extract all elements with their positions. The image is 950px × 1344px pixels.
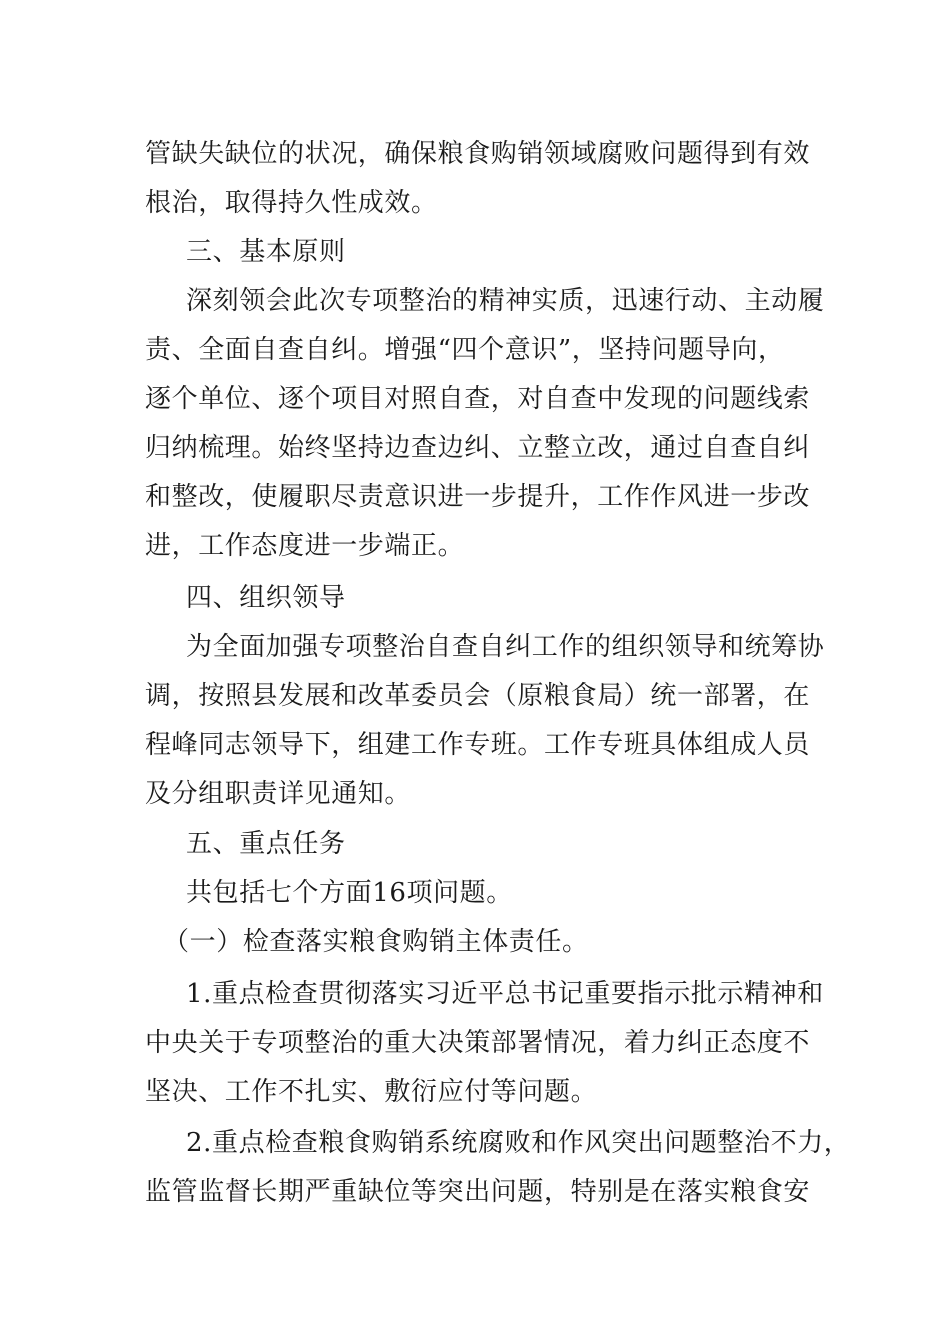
text-line: 中央关于专项整治的重大决策部署情况，着力纠正态度不	[145, 1028, 811, 1058]
section-heading: 四、组织领导	[186, 583, 346, 613]
text-line: 归纳梳理。始终坚持边查边纠、立整立改，通过自查自纠	[145, 433, 811, 463]
text-line: 共包括七个方面16项问题。	[186, 878, 513, 908]
text-line: 程峰同志领导下，组建工作专班。工作专班具体组成人员	[145, 730, 811, 760]
text-line: 逐个单位、逐个项目对照自查，对自查中发现的问题线索	[145, 384, 811, 414]
text-line: 进，工作态度进一步端正。	[145, 531, 465, 561]
text-line: 坚决、工作不扎实、敷衍应付等问题。	[145, 1077, 598, 1107]
text-line: 深刻领会此次专项整治的精神实质，迅速行动、主动履	[186, 286, 825, 316]
text-line: 监管监督长期严重缺位等突出问题，特别是在落实粮食安	[145, 1177, 811, 1207]
section-heading: 三、基本原则	[186, 237, 346, 267]
text-line: 及分组职责详见通知。	[145, 779, 412, 809]
text-line: 管缺失缺位的状况，确保粮食购销领域腐败问题得到有效	[145, 139, 811, 169]
text-line: 为全面加强专项整治自查自纠工作的组织领导和统筹协	[186, 632, 825, 662]
section-heading: 五、重点任务	[186, 829, 346, 859]
text-line: 调，按照县发展和改革委员会（原粮食局）统一部署，在	[145, 681, 811, 711]
text-line: 和整改，使履职尽责意识进一步提升，工作作风进一步改	[145, 482, 811, 512]
list-item: 2.重点检查粮食购销系统腐败和作风突出问题整治不力，	[186, 1128, 851, 1158]
text-line: 责、全面自查自纠。增强“四个意识”，坚持问题导向，	[145, 335, 785, 365]
subsection-heading: （一）检查落实粮食购销主体责任。	[163, 927, 589, 957]
list-item: 1.重点检查贯彻落实习近平总书记重要指示批示精神和	[186, 979, 824, 1009]
text-line: 根治，取得持久性成效。	[145, 188, 438, 218]
